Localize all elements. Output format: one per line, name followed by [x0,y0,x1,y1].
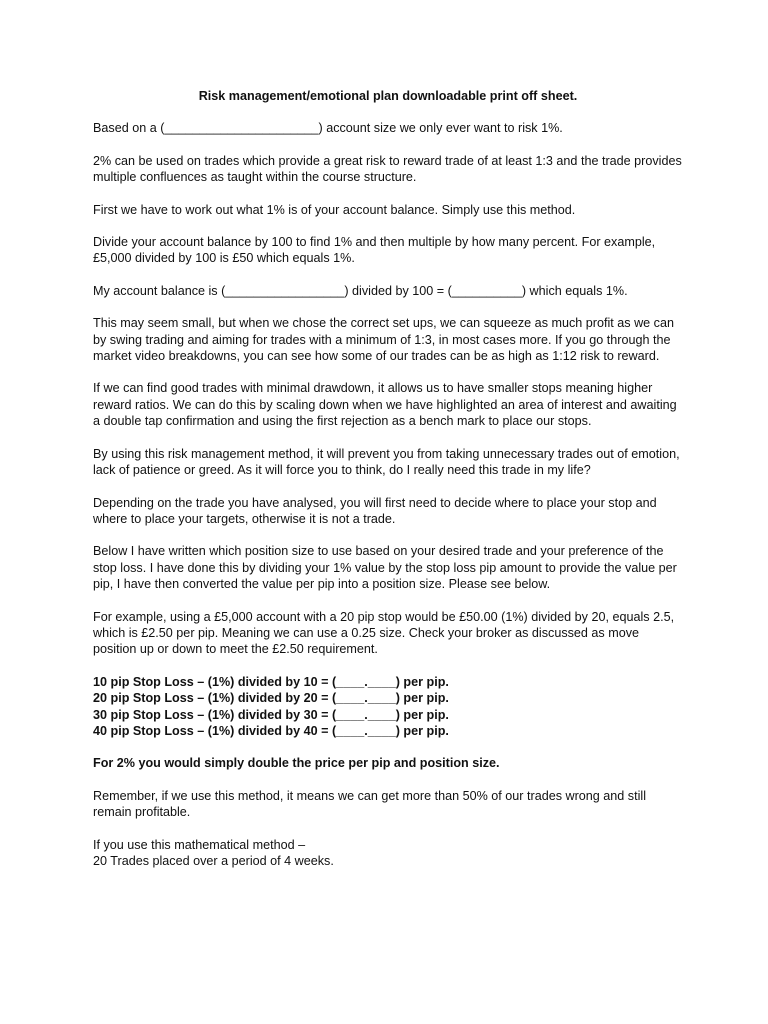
pip-line-40: 40 pip Stop Loss – (1%) divided by 40 = (____.____) per pip. [93,723,449,738]
final-lines [93,837,683,870]
pip-line-30: 30 pip Stop Loss – (1%) divided by 30 = (____.____) per pip. [93,707,449,722]
paragraph-small-risk: This may seem small, but when we chose the correct set ups, we can squeeze as much profit as we can by swing trading and aiming for trades with a minimum of 1:3, in most cases more. If you go through the market video breakdowns, you can see how some of our trades can be as high as 1:12 risk to reward. [93,316,674,364]
pip-line-20: 20 pip Stop Loss – (1%) divided by 20 = (____.____) per pip. [93,691,449,706]
final-line-trades: 20 Trades placed over a period of 4 weeks. [93,854,334,868]
paragraph-example: For example, using a £5,000 account with a 20 pip stop would be £50.00 (1%) divided by 20, equals 2.5, which is £2.50 per pip. Meaning we can use a 0.25 size. Check your broker as discussed as move position up or down to meet the £2.50 requirement. [93,609,675,657]
pip-line-10: 10 pip Stop Loss – (1%) divided by 10 = (____.____) per pip. [93,674,449,689]
paragraph-remember: Remember, if we use this method, it means we can get more than 50% of our trades wrong and still remain profitable. [93,788,646,820]
paragraph-two-percent: 2% can be used on trades which provide a great risk to reward trade of at least 1:3 and the trade provides multiple confluences as taught within the course structure. [93,153,682,185]
paragraph-drawdown: If we can find good trades with minimal drawdown, it allows us to have smaller stops meaning higher reward ratios. We can do this by scaling down when we have highlighted an area of interest and awaiting a double tap confirmation and using the first rejection as a bench mark to place our stops. [93,381,677,429]
paragraph-emotion: By using this risk management method, it will prevent you from taking unnecessary trades out of emotion, lack of patience or greed. As it will force you to think, do I really need this trade in my life? [93,446,680,478]
paragraph-divide-method: Divide your account balance by 100 to find 1% and then multiple by how many percent. For example, £5,000 divided by 100 is £50 which equals 1%. [93,235,656,266]
document-title: Risk management/emotional plan downloadable print off sheet. [198,89,578,103]
pip-stop-loss-list [93,674,683,740]
paragraph-account-size: Based on a (______________________) account size we only ever want to risk 1%. [93,121,563,136]
final-line-method: If you use this mathematical method – [93,837,306,852]
document-page [93,88,683,869]
paragraph-account-balance: My account balance is (_________________) divided by 100 = (__________) which equals 1%. [93,283,628,298]
two-percent-note: For 2% you would simply double the price per pip and position size. [93,756,500,771]
paragraph-position-size: Below I have written which position size to use based on your desired trade and your preference of the stop loss. I have done this by dividing your 1% value by the stop loss pip amount to provide the value per pip, I have then converted the value per pip into a position size. Please see below. [93,544,677,592]
paragraph-first-step: First we have to work out what 1% is of your account balance. Simply use this method. [93,202,576,217]
paragraph-stop-placement: Depending on the trade you have analysed, you will first need to decide where to place your stop and where to place your targets, otherwise it is not a trade. [93,495,657,526]
